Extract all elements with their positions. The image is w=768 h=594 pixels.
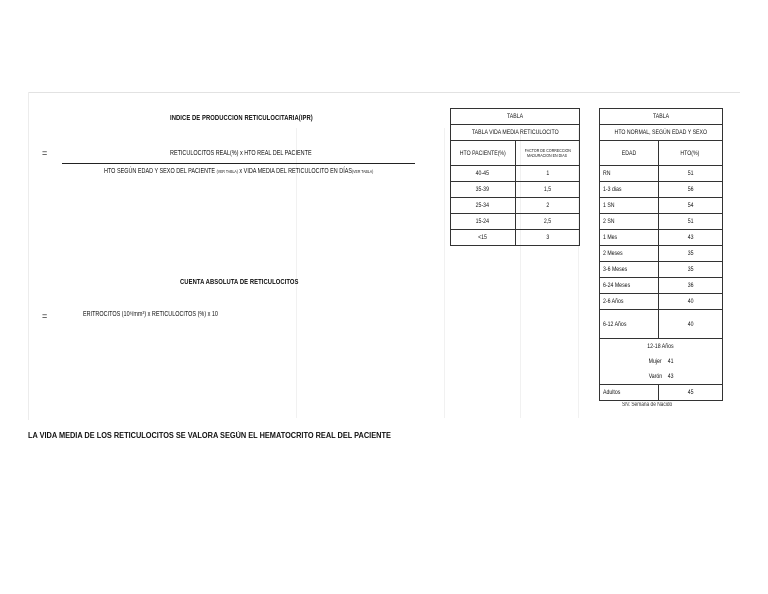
ipr-title: INDICE DE PRODUCCION RETICULOCITARIA(IPR) — [170, 113, 313, 122]
table-row-group: 12-18 Años — [600, 339, 723, 355]
table1-subtitle: TABLA VIDA MEDIA RETICULOCITO — [451, 125, 580, 141]
table-row: 25-34 2 — [451, 198, 580, 214]
sheet-top-border — [28, 92, 740, 93]
absolute-title: CUENTA ABSOLUTA DE RETICULOCITOS — [180, 277, 299, 286]
sheet-left-border — [28, 92, 29, 420]
table-row: 2 SN 51 — [600, 214, 723, 230]
table-row: 15-24 2,5 — [451, 214, 580, 230]
half-life-table — [450, 108, 580, 246]
table1-title: TABLA — [451, 109, 580, 125]
table-row: 6-12 Años 40 — [600, 310, 723, 339]
table-row: 2-6 Años 40 — [600, 294, 723, 310]
table-row: 35-39 1,5 — [451, 182, 580, 198]
table-row: 6-24 Meses 36 — [600, 278, 723, 294]
table-row: Adultos 45 — [600, 385, 723, 401]
normal-hto-table — [599, 108, 723, 401]
table-row-varon: Varón 43 — [600, 369, 723, 385]
table1-col-hto: HTO PACIENTE(%) — [451, 141, 516, 166]
table1-col-factor: FACTOR DE CORRECCION MADURACION EN DIAS — [515, 141, 580, 166]
table-row: 1-3 dias 56 — [600, 182, 723, 198]
absolute-formula: ERITROCITOS (10⁶/mm³) x RETICULOCITOS (%) x 10 — [83, 311, 218, 318]
table-row: 3-6 Meses 35 — [600, 262, 723, 278]
table-row: 2 Meses 35 — [600, 246, 723, 262]
ipr-equals: = — [42, 148, 48, 158]
ipr-numerator: RETICULOCITOS REAL(%) x HTO REAL DEL PACIENTE — [170, 150, 312, 157]
table-row: 1 Mes 43 — [600, 230, 723, 246]
table-row: <15 3 — [451, 230, 580, 246]
denominator-age-sex: HTO SEGÚN EDAD Y SEXO DEL PACIENTE — [104, 168, 216, 175]
table-row: 1 SN 54 — [600, 198, 723, 214]
fraction-line — [62, 163, 415, 164]
ipr-denominator — [104, 168, 373, 175]
table-row: 40-45 1 — [451, 166, 580, 182]
absolute-equals: = — [42, 311, 48, 321]
table-row-mujer: Mujer 41 — [600, 354, 723, 369]
denominator-note: (VER TABLA) — [351, 169, 374, 174]
table2-title: TABLA — [600, 109, 723, 125]
sheet-gridline — [444, 128, 445, 418]
table2-subtitle: HTO NORMAL, SEGÚN EDAD Y SEXO — [600, 125, 723, 141]
table-row: RN 51 — [600, 166, 723, 182]
footnote: SN: Semana de Nacido — [622, 402, 673, 408]
denominator-half-life: x VIDA MEDIA DEL RETICULOCITO EN DÍAS — [239, 168, 352, 175]
table2-col-edad: EDAD — [600, 141, 659, 166]
denominator-note: (VER TABLA) — [216, 169, 238, 174]
table2-col-hto: HTO(%) — [659, 141, 723, 166]
footer-text: LA VIDA MEDIA DE LOS RETICULOCITOS SE VALORA SEGÚN EL HEMATOCRITO REAL DEL PACIENTE — [28, 431, 391, 440]
